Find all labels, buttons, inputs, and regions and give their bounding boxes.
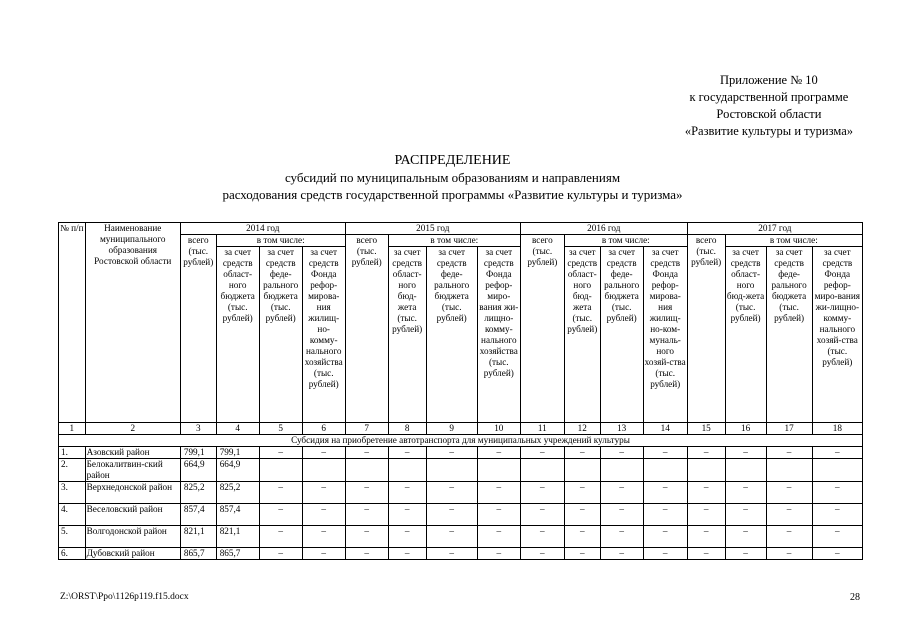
header-year-2017: 2017 год bbox=[687, 223, 862, 235]
row-value-cell: – bbox=[812, 526, 862, 548]
row-value-cell: – bbox=[643, 504, 687, 526]
row-value-cell bbox=[600, 459, 643, 482]
row-value-cell: – bbox=[600, 504, 643, 526]
title-main: РАСПРЕДЕЛЕНИЕ bbox=[394, 153, 511, 168]
row-value-cell: – bbox=[477, 548, 520, 560]
row-value-cell: – bbox=[687, 548, 725, 560]
col-number: 13 bbox=[600, 423, 643, 435]
section-title: Субсидия на приобретение автотранспорта для муниципальных учреждений культуры bbox=[59, 435, 863, 447]
column-numbers-row bbox=[59, 423, 863, 435]
row-value-cell: – bbox=[812, 482, 862, 504]
row-value-cell: – bbox=[564, 504, 600, 526]
row-value-cell: – bbox=[766, 447, 812, 459]
row-value-cell bbox=[520, 459, 564, 482]
row-value-cell: 857,4 bbox=[180, 504, 216, 526]
col-number: 8 bbox=[388, 423, 426, 435]
row-value-cell: 821,1 bbox=[180, 526, 216, 548]
row-value-cell: – bbox=[302, 548, 345, 560]
row-number: 1. bbox=[59, 447, 86, 459]
col-number: 3 bbox=[180, 423, 216, 435]
table-row bbox=[59, 447, 863, 459]
col-number: 5 bbox=[259, 423, 302, 435]
row-value-cell: 799,1 bbox=[180, 447, 216, 459]
row-municipality-name: Белокалитвин-ский район bbox=[85, 459, 180, 482]
row-value-cell bbox=[477, 459, 520, 482]
row-value-cell: – bbox=[426, 526, 477, 548]
appendix-line-3: Ростовской области bbox=[716, 107, 822, 121]
col-number: 14 bbox=[643, 423, 687, 435]
header-fund-2014: за счет средств Фонда рефор-мирова-ния жилищ-но-комму-нального хозяйства (тыс. рублей) bbox=[302, 247, 345, 423]
row-value-cell: – bbox=[600, 526, 643, 548]
header-federal-2014: за счет средств феде-рального бюджета (тыс. рублей) bbox=[259, 247, 302, 423]
row-value-cell: – bbox=[600, 548, 643, 560]
header-fund-2015: за счет средств Фонда рефор-миро-вания жи-лищно-комму-нального хозяйства (тыс. рублей) bbox=[477, 247, 520, 423]
distribution-table bbox=[58, 222, 863, 560]
col-number: 4 bbox=[216, 423, 259, 435]
row-value-cell: – bbox=[687, 504, 725, 526]
header-year-2016: 2016 год bbox=[520, 223, 687, 235]
header-total-2015: всего (тыс. рублей) bbox=[345, 235, 388, 423]
row-value-cell: – bbox=[600, 482, 643, 504]
row-value-cell: – bbox=[388, 526, 426, 548]
row-value-cell: – bbox=[564, 482, 600, 504]
row-value-cell: – bbox=[687, 447, 725, 459]
row-value-cell: 664,9 bbox=[216, 459, 259, 482]
header-federal-2015: за счет средств феде-рального бюджета (тыс. рублей) bbox=[426, 247, 477, 423]
table-row bbox=[59, 504, 863, 526]
row-value-cell: – bbox=[345, 548, 388, 560]
row-value-cell bbox=[643, 459, 687, 482]
row-value-cell: 825,2 bbox=[180, 482, 216, 504]
row-value-cell bbox=[302, 459, 345, 482]
row-number: 3. bbox=[59, 482, 86, 504]
table-row bbox=[59, 459, 863, 482]
row-municipality-name: Дубовский район bbox=[85, 548, 180, 560]
row-value-cell: – bbox=[643, 447, 687, 459]
header-incl-2015: в том числе: bbox=[388, 235, 520, 247]
row-value-cell bbox=[388, 459, 426, 482]
header-federal-2016: за счет средств феде-рального бюджета (тыс. рублей) bbox=[600, 247, 643, 423]
col-number: 15 bbox=[687, 423, 725, 435]
col-number: 2 bbox=[85, 423, 180, 435]
row-value-cell: – bbox=[345, 447, 388, 459]
row-value-cell: – bbox=[725, 526, 766, 548]
section-title-row bbox=[59, 435, 863, 447]
header-no: № п/п bbox=[59, 223, 86, 423]
row-value-cell: – bbox=[812, 447, 862, 459]
row-value-cell: – bbox=[687, 482, 725, 504]
row-value-cell: 865,7 bbox=[216, 548, 259, 560]
row-value-cell bbox=[426, 459, 477, 482]
row-value-cell: – bbox=[259, 504, 302, 526]
row-value-cell: – bbox=[345, 526, 388, 548]
header-total-2016: всего (тыс. рублей) bbox=[520, 235, 564, 423]
header-regional-2015: за счет средств област-ного бюд-жета (тыс. рублей) bbox=[388, 247, 426, 423]
col-number: 9 bbox=[426, 423, 477, 435]
header-regional-2014: за счет средств област-ного бюджета (тыс. рублей) bbox=[216, 247, 259, 423]
table-row bbox=[59, 526, 863, 548]
row-value-cell: 857,4 bbox=[216, 504, 259, 526]
row-value-cell: – bbox=[426, 447, 477, 459]
row-value-cell: – bbox=[812, 504, 862, 526]
row-value-cell: 821,1 bbox=[216, 526, 259, 548]
row-value-cell: – bbox=[259, 482, 302, 504]
row-value-cell: – bbox=[388, 504, 426, 526]
row-value-cell: – bbox=[725, 548, 766, 560]
header-fund-2016: за счет средств Фонда рефор-мирова-ния жилищ-но-ком-муналь-ного хозяй-ства (тыс. рублей) bbox=[643, 247, 687, 423]
row-value-cell: – bbox=[426, 482, 477, 504]
row-value-cell bbox=[725, 459, 766, 482]
row-value-cell: – bbox=[812, 548, 862, 560]
col-number: 16 bbox=[725, 423, 766, 435]
col-number: 10 bbox=[477, 423, 520, 435]
col-number: 7 bbox=[345, 423, 388, 435]
row-number: 6. bbox=[59, 548, 86, 560]
row-value-cell bbox=[766, 459, 812, 482]
header-total-2017: всего (тыс. рублей) bbox=[687, 235, 725, 423]
row-value-cell: – bbox=[520, 482, 564, 504]
row-value-cell: – bbox=[564, 447, 600, 459]
col-number: 1 bbox=[59, 423, 86, 435]
row-value-cell: – bbox=[766, 482, 812, 504]
row-value-cell: 865,7 bbox=[180, 548, 216, 560]
row-value-cell: – bbox=[687, 526, 725, 548]
row-value-cell: – bbox=[259, 447, 302, 459]
row-value-cell: 799,1 bbox=[216, 447, 259, 459]
document-title bbox=[0, 152, 905, 203]
row-municipality-name: Азовский район bbox=[85, 447, 180, 459]
row-municipality-name: Веселовский район bbox=[85, 504, 180, 526]
row-value-cell: 825,2 bbox=[216, 482, 259, 504]
col-number: 18 bbox=[812, 423, 862, 435]
table-row bbox=[59, 482, 863, 504]
appendix-line-4: «Развитие культуры и туризма» bbox=[684, 124, 853, 138]
row-value-cell: – bbox=[426, 504, 477, 526]
row-value-cell: – bbox=[259, 526, 302, 548]
row-value-cell: – bbox=[766, 504, 812, 526]
row-value-cell: – bbox=[388, 447, 426, 459]
row-value-cell: – bbox=[564, 526, 600, 548]
appendix-line-1: Приложение № 10 bbox=[720, 73, 818, 87]
footer-file-path: Z:\ORST\Ppo\1126p119.f15.docx bbox=[60, 592, 189, 602]
row-value-cell: – bbox=[388, 548, 426, 560]
header-row-years bbox=[59, 223, 863, 235]
row-value-cell bbox=[259, 459, 302, 482]
row-value-cell bbox=[812, 459, 862, 482]
row-number: 2. bbox=[59, 459, 86, 482]
title-line-2: субсидий по муниципальным образованиям и направлениям bbox=[284, 170, 621, 185]
row-number: 4. bbox=[59, 504, 86, 526]
row-value-cell: – bbox=[302, 526, 345, 548]
row-value-cell: – bbox=[725, 482, 766, 504]
row-value-cell: – bbox=[302, 482, 345, 504]
row-value-cell bbox=[564, 459, 600, 482]
row-value-cell: – bbox=[564, 548, 600, 560]
appendix-line-2: к государственной программе bbox=[689, 90, 849, 104]
row-value-cell bbox=[345, 459, 388, 482]
header-year-2014: 2014 год bbox=[180, 223, 345, 235]
col-number: 11 bbox=[520, 423, 564, 435]
header-year-2015: 2015 год bbox=[345, 223, 520, 235]
row-value-cell: – bbox=[520, 526, 564, 548]
row-value-cell: 664,9 bbox=[180, 459, 216, 482]
row-value-cell: – bbox=[643, 526, 687, 548]
row-value-cell: – bbox=[388, 482, 426, 504]
col-number: 12 bbox=[564, 423, 600, 435]
row-value-cell: – bbox=[302, 447, 345, 459]
row-value-cell: – bbox=[259, 548, 302, 560]
row-value-cell: – bbox=[477, 526, 520, 548]
row-value-cell: – bbox=[725, 504, 766, 526]
row-value-cell: – bbox=[345, 504, 388, 526]
row-value-cell: – bbox=[643, 548, 687, 560]
header-municipality: Наименование муниципального образования Ростовской области bbox=[85, 223, 180, 423]
header-regional-2017: за счет средств област-ного бюд-жета (тыс. рублей) bbox=[725, 247, 766, 423]
row-municipality-name: Волгодонской район bbox=[85, 526, 180, 548]
row-municipality-name: Верхнедонской район bbox=[85, 482, 180, 504]
row-value-cell: – bbox=[520, 548, 564, 560]
header-regional-2016: за счет средств област-ного бюд-жета (тыс. рублей) bbox=[564, 247, 600, 423]
row-value-cell: – bbox=[477, 504, 520, 526]
header-fund-2017: за счет средств Фонда рефор-миро-вания жи-лищно-комму-нального хозяй-ства (тыс. рублей) bbox=[812, 247, 862, 423]
row-value-cell: – bbox=[600, 447, 643, 459]
header-federal-2017: за счет средств феде-рального бюджета (тыс. рублей) bbox=[766, 247, 812, 423]
title-line-3: расходования средств государственной программы «Развитие культуры и туризма» bbox=[222, 187, 683, 202]
row-number: 5. bbox=[59, 526, 86, 548]
row-value-cell: – bbox=[766, 526, 812, 548]
row-value-cell: – bbox=[477, 447, 520, 459]
header-incl-2014: в том числе: bbox=[216, 235, 345, 247]
col-number: 17 bbox=[766, 423, 812, 435]
row-value-cell: – bbox=[520, 447, 564, 459]
row-value-cell bbox=[687, 459, 725, 482]
row-value-cell: – bbox=[766, 548, 812, 560]
row-value-cell: – bbox=[302, 504, 345, 526]
row-value-cell: – bbox=[520, 504, 564, 526]
header-incl-2016: в том числе: bbox=[564, 235, 687, 247]
header-total-2014: всего (тыс. рублей) bbox=[180, 235, 216, 423]
appendix-header bbox=[685, 72, 853, 140]
table-row bbox=[59, 548, 863, 560]
col-number: 6 bbox=[302, 423, 345, 435]
row-value-cell: – bbox=[725, 447, 766, 459]
footer-page-number: 28 bbox=[850, 592, 860, 603]
row-value-cell: – bbox=[345, 482, 388, 504]
header-incl-2017: в том числе: bbox=[725, 235, 862, 247]
row-value-cell: – bbox=[426, 548, 477, 560]
row-value-cell: – bbox=[643, 482, 687, 504]
row-value-cell: – bbox=[477, 482, 520, 504]
